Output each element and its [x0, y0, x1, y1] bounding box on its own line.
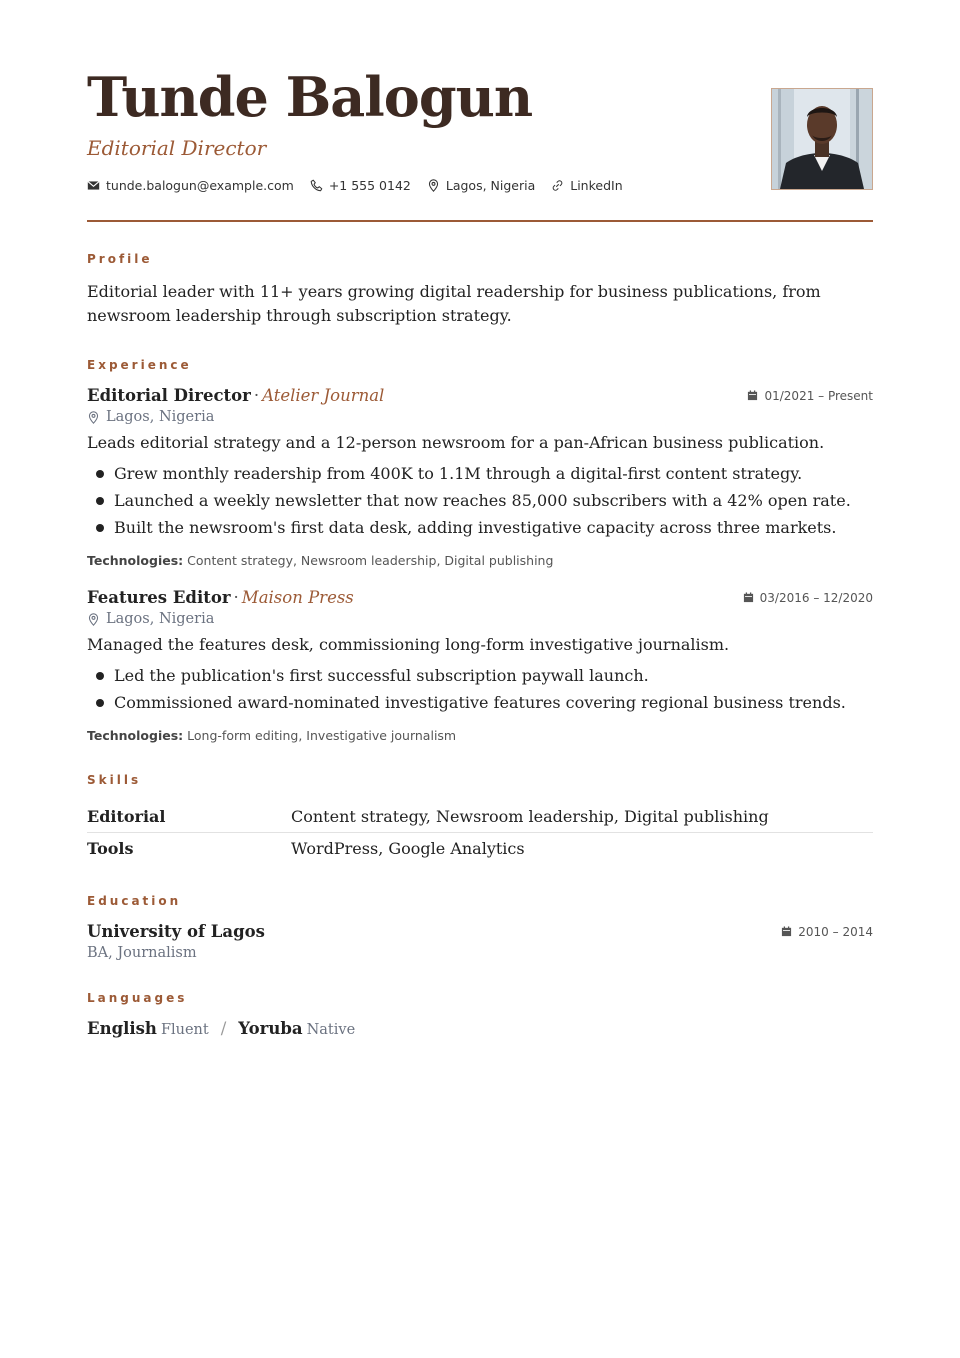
- job-title: Editorial Director: [87, 386, 251, 405]
- job-bullets: [87, 662, 873, 716]
- skill-category: Tools: [87, 839, 134, 858]
- map-pin-icon: [87, 613, 100, 626]
- list-item: Led the publication's first successful subscription paywall launch.: [87, 662, 873, 689]
- list-item: [238, 1019, 355, 1038]
- list-item: Commissioned award-nominated investigative features covering regional business trends.: [87, 689, 873, 716]
- education-dates: [781, 925, 873, 939]
- section-title-experience: Experience: [87, 358, 192, 372]
- section-title-languages: Languages: [87, 991, 188, 1005]
- job-location: [87, 409, 873, 425]
- contact-location-text: Lagos, Nigeria: [445, 178, 536, 193]
- languages-list: [87, 1019, 873, 1038]
- job-technologies: [87, 728, 873, 743]
- job-title-line: Editorial Director · Atelier Journal: [87, 386, 385, 405]
- contact-email-text: tunde.balogun@example.com: [106, 178, 294, 193]
- technologies-list: Content strategy, Newsroom leadership, Digital publishing: [187, 553, 554, 568]
- resume-header: [87, 65, 873, 220]
- profile-text: Editorial leader with 11+ years growing digital readership for business publications, from newsroom leadership through subscription strategy.: [87, 282, 821, 325]
- contact-linkedin[interactable]: [551, 178, 622, 193]
- list-item: Launched a weekly newsletter that now reaches 85,000 subscribers with a 42% open rate.: [87, 487, 873, 514]
- job-entry: [87, 386, 873, 568]
- section-title-profile: Profile: [87, 252, 153, 266]
- job-location: [87, 611, 873, 627]
- skill-items: Content strategy, Newsroom leadership, Digital publishing: [291, 807, 769, 826]
- job-location-text: Lagos, Nigeria: [106, 409, 215, 425]
- candidate-name: Tunde Balogun: [87, 65, 533, 129]
- job-summary: Leads editorial strategy and a 12-person newsroom for a pan-African business publication.: [87, 433, 825, 452]
- job-bullets: [87, 460, 873, 541]
- link-icon: [551, 179, 564, 192]
- table-row: [87, 832, 873, 864]
- contact-list: [87, 178, 873, 193]
- language-name: Yoruba: [238, 1019, 303, 1038]
- contact-linkedin-text: LinkedIn: [570, 178, 623, 193]
- contact-phone[interactable]: [310, 178, 411, 193]
- language-level: Native: [306, 1022, 356, 1038]
- contact-email[interactable]: [87, 178, 294, 193]
- job-organization: Atelier Journal: [262, 386, 385, 405]
- job-title-line: Features Editor · Maison Press: [87, 588, 354, 607]
- technologies-list: Long-form editing, Investigative journalism: [187, 728, 457, 743]
- language-level: Fluent: [160, 1022, 209, 1038]
- section-title-education: Education: [87, 894, 182, 908]
- language-name: English: [87, 1019, 157, 1038]
- header-divider: [87, 220, 873, 222]
- technologies-label: Technologies:: [87, 553, 184, 568]
- skill-category: Editorial: [87, 807, 166, 826]
- education-dates-text: 2010 – 2014: [798, 924, 873, 939]
- language-separator: /: [220, 1019, 227, 1038]
- education-entry: [87, 922, 873, 961]
- job-title: Features Editor: [87, 588, 231, 607]
- list-item: Built the newsroom's first data desk, adding investigative capacity across three markets.: [87, 514, 873, 541]
- table-row: [87, 801, 873, 832]
- job-dates-text: 03/2016 – 12/2020: [759, 590, 873, 605]
- list-item: [87, 1019, 209, 1038]
- job-dates: [747, 389, 873, 403]
- contact-phone-text: +1 555 0142: [328, 178, 411, 193]
- education-degree: BA, Journalism: [87, 945, 197, 961]
- job-dates-text: 01/2021 – Present: [764, 388, 873, 403]
- list-item: Grew monthly readership from 400K to 1.1M through a digital-first content strategy.: [87, 460, 873, 487]
- job-summary: Managed the features desk, commissioning long-form investigative journalism.: [87, 635, 730, 654]
- calendar-icon: [747, 390, 758, 401]
- envelope-icon: [87, 179, 100, 192]
- calendar-icon: [781, 926, 792, 937]
- education-school: University of Lagos: [87, 922, 265, 941]
- phone-icon: [310, 179, 323, 192]
- job-technologies: [87, 553, 873, 568]
- job-dates: [743, 591, 873, 605]
- skills-table: [87, 801, 873, 864]
- job-location-text: Lagos, Nigeria: [106, 611, 215, 627]
- map-pin-icon: [87, 411, 100, 424]
- technologies-label: Technologies:: [87, 728, 184, 743]
- job-organization: Maison Press: [241, 588, 354, 607]
- profile-photo: [771, 88, 873, 190]
- profile-photo-image: [772, 89, 872, 189]
- contact-location: [427, 178, 535, 193]
- job-entry: [87, 588, 873, 743]
- section-title-skills: Skills: [87, 773, 142, 787]
- map-pin-icon: [427, 179, 440, 192]
- skill-items: WordPress, Google Analytics: [291, 839, 525, 858]
- calendar-icon: [743, 592, 754, 603]
- candidate-role: Editorial Director: [87, 136, 267, 160]
